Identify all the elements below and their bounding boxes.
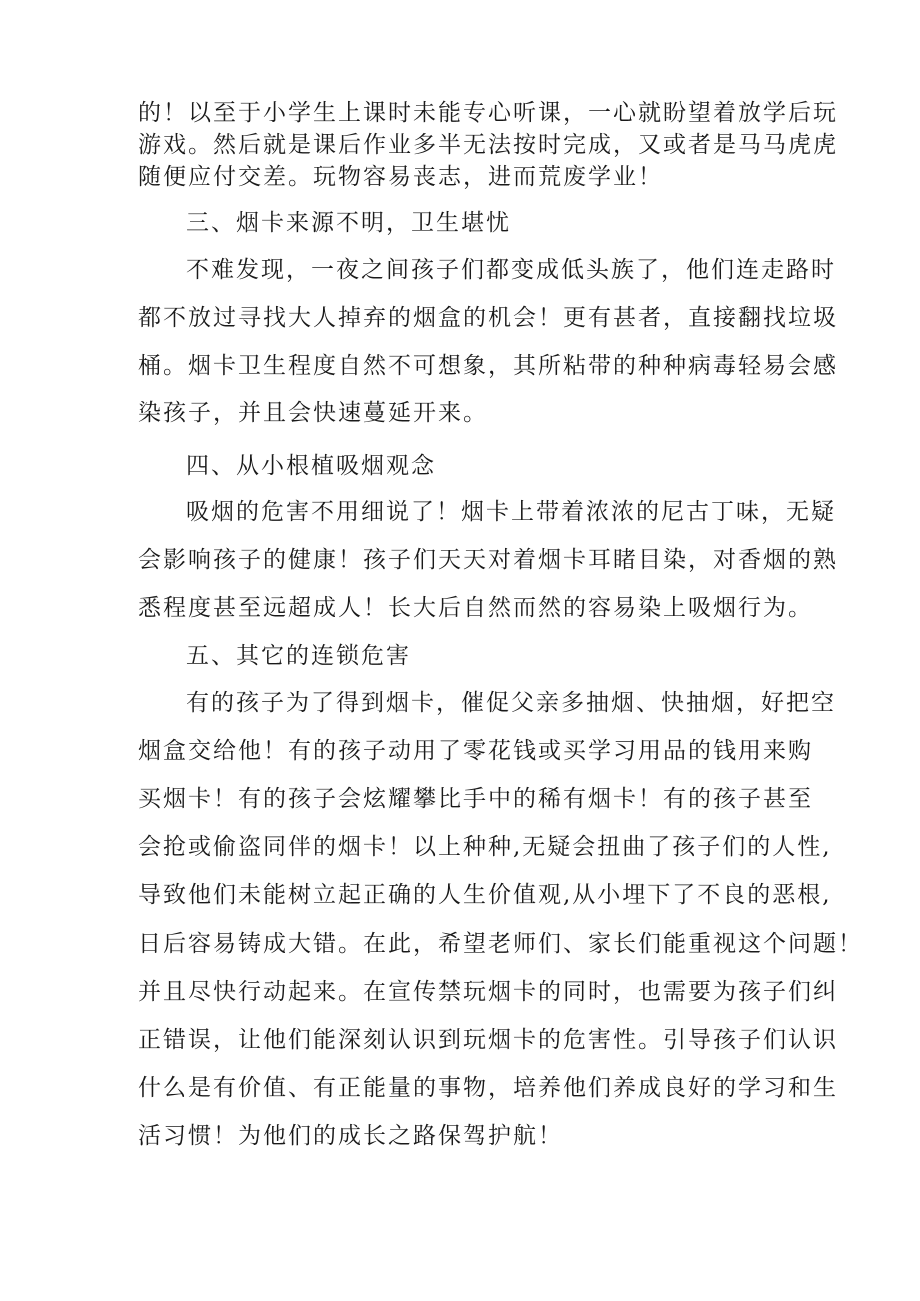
text-line: 染孩子，并且会快速蔓延开来。 <box>138 400 488 426</box>
section-heading-4: 四、从小根植吸烟观念 <box>186 453 436 479</box>
text-line: 随便应付交差。玩物容易丧志，进而荒废学业！ <box>138 164 663 190</box>
text-line: 烟盒交给他！有的孩子动用了零花钱或买学习用品的钱用来购 <box>138 738 813 764</box>
text-line: 日后容易铸成大错。在此，希望老师们、家长们能重视这个问题！ <box>138 931 863 957</box>
text-line: 游戏。然后就是课后作业多半无法按时完成，又或者是马马虎虎 <box>138 132 838 158</box>
text-line: 吸烟的危害不用细说了！烟卡上带着浓浓的尼古丁味，无疑 <box>186 499 836 525</box>
text-line: 会影响孩子的健康！孩子们天天对着烟卡耳睹目染，对香烟的熟 <box>138 547 838 573</box>
text-line: 不难发现，一夜之间孩子们都变成低头族了，他们连走路时 <box>186 257 836 283</box>
text-line: 有的孩子为了得到烟卡，催促父亲多抽烟、快抽烟，好把空 <box>186 690 836 716</box>
text-line: 悉程度甚至远超成人！长大后自然而然的容易染上吸烟行为。 <box>138 595 813 621</box>
text-line: 并且尽快行动起来。在宣传禁玩烟卡的同时，也需要为孩子们纠 <box>138 979 838 1005</box>
text-line: 买烟卡！有的孩子会炫耀攀比手中的稀有烟卡！有的孩子甚至 <box>138 786 813 812</box>
text-line: 的！以至于小学生上课时未能专心听课，一心就盼望着放学后玩 <box>138 100 838 126</box>
text-line: 都不放过寻找大人掉弃的烟盒的机会！更有甚者，直接翻找垃圾 <box>138 305 838 331</box>
text-line: 桶。烟卡卫生程度自然不可想象，其所粘带的种种病毒轻易会感 <box>138 353 838 379</box>
section-heading-5: 五、其它的连锁危害 <box>186 643 411 669</box>
text-line: 什么是有价值、有正能量的事物，培养他们养成良好的学习和生 <box>138 1075 838 1101</box>
text-line: 会抢或偷盗同伴的烟卡！以上种种,无疑会扭曲了孩子们的人性, <box>138 834 832 860</box>
text-line: 活习惯！为他们的成长之路保驾护航！ <box>138 1123 563 1149</box>
text-line: 导致他们未能树立起正确的人生价值观,从小埋下了不良的恶根, <box>138 882 832 908</box>
text-line: 正错误，让他们能深刻认识到玩烟卡的危害性。引导孩子们认识 <box>138 1027 838 1053</box>
section-heading-3: 三、烟卡来源不明，卫生堪忧 <box>186 210 511 236</box>
